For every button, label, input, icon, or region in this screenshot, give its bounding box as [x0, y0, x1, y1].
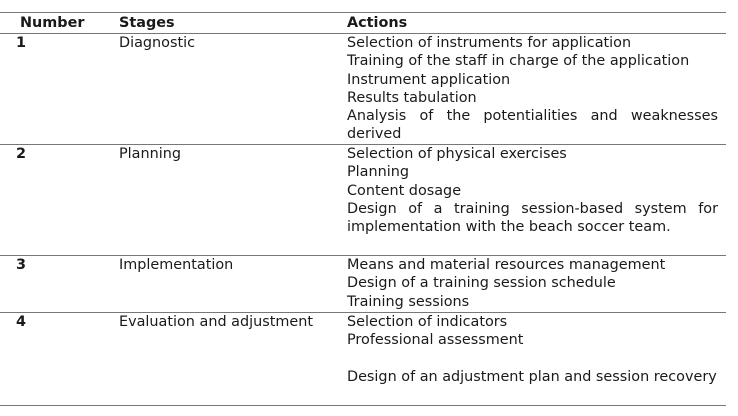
row-actions — [347, 313, 718, 386]
action-item: Content dosage — [347, 182, 462, 199]
row-number: 4 — [16, 314, 27, 330]
stages-table — [0, 12, 726, 406]
action-item: Analysis of the potentialities and weaknesses derived — [347, 108, 718, 143]
action-item: Selection of physical exercises — [347, 146, 567, 162]
header-number: Number — [20, 15, 85, 31]
blank-line — [347, 350, 718, 368]
row-stage: Planning — [119, 146, 181, 162]
row-number: 3 — [16, 257, 27, 273]
action-item: Planning — [347, 164, 409, 181]
table-row — [0, 256, 726, 313]
row-actions — [347, 34, 718, 144]
action-item: Training of the staff in charge of the application — [347, 53, 690, 70]
table-row — [0, 145, 726, 256]
row-number: 2 — [16, 146, 27, 162]
row-actions — [347, 256, 718, 311]
table-row — [0, 313, 726, 406]
row-stage: Diagnostic — [119, 35, 196, 51]
action-item: Design of a training session-based system for implementation with the beach soccer team. — [347, 200, 718, 236]
action-item: Selection of indicators — [347, 314, 508, 330]
row-stage: Implementation — [119, 257, 234, 273]
action-item: Selection of instruments for application — [347, 35, 632, 51]
action-item: Results tabulation — [347, 89, 477, 106]
table-row — [0, 34, 726, 145]
action-item: Training sessions — [347, 293, 470, 310]
action-item: Design of a training session schedule — [347, 275, 616, 292]
action-item: Means and material resources management — [347, 257, 666, 273]
row-actions — [347, 145, 718, 236]
header-stages: Stages — [119, 15, 175, 31]
row-number: 1 — [16, 35, 27, 51]
table-header — [0, 12, 726, 34]
action-item: Design of an adjustment plan and session recovery — [347, 368, 717, 385]
action-item: Instrument application — [347, 71, 511, 88]
header-actions: Actions — [347, 15, 408, 31]
action-item: Professional assessment — [347, 332, 524, 349]
row-stage: Evaluation and adjustment — [119, 314, 313, 330]
